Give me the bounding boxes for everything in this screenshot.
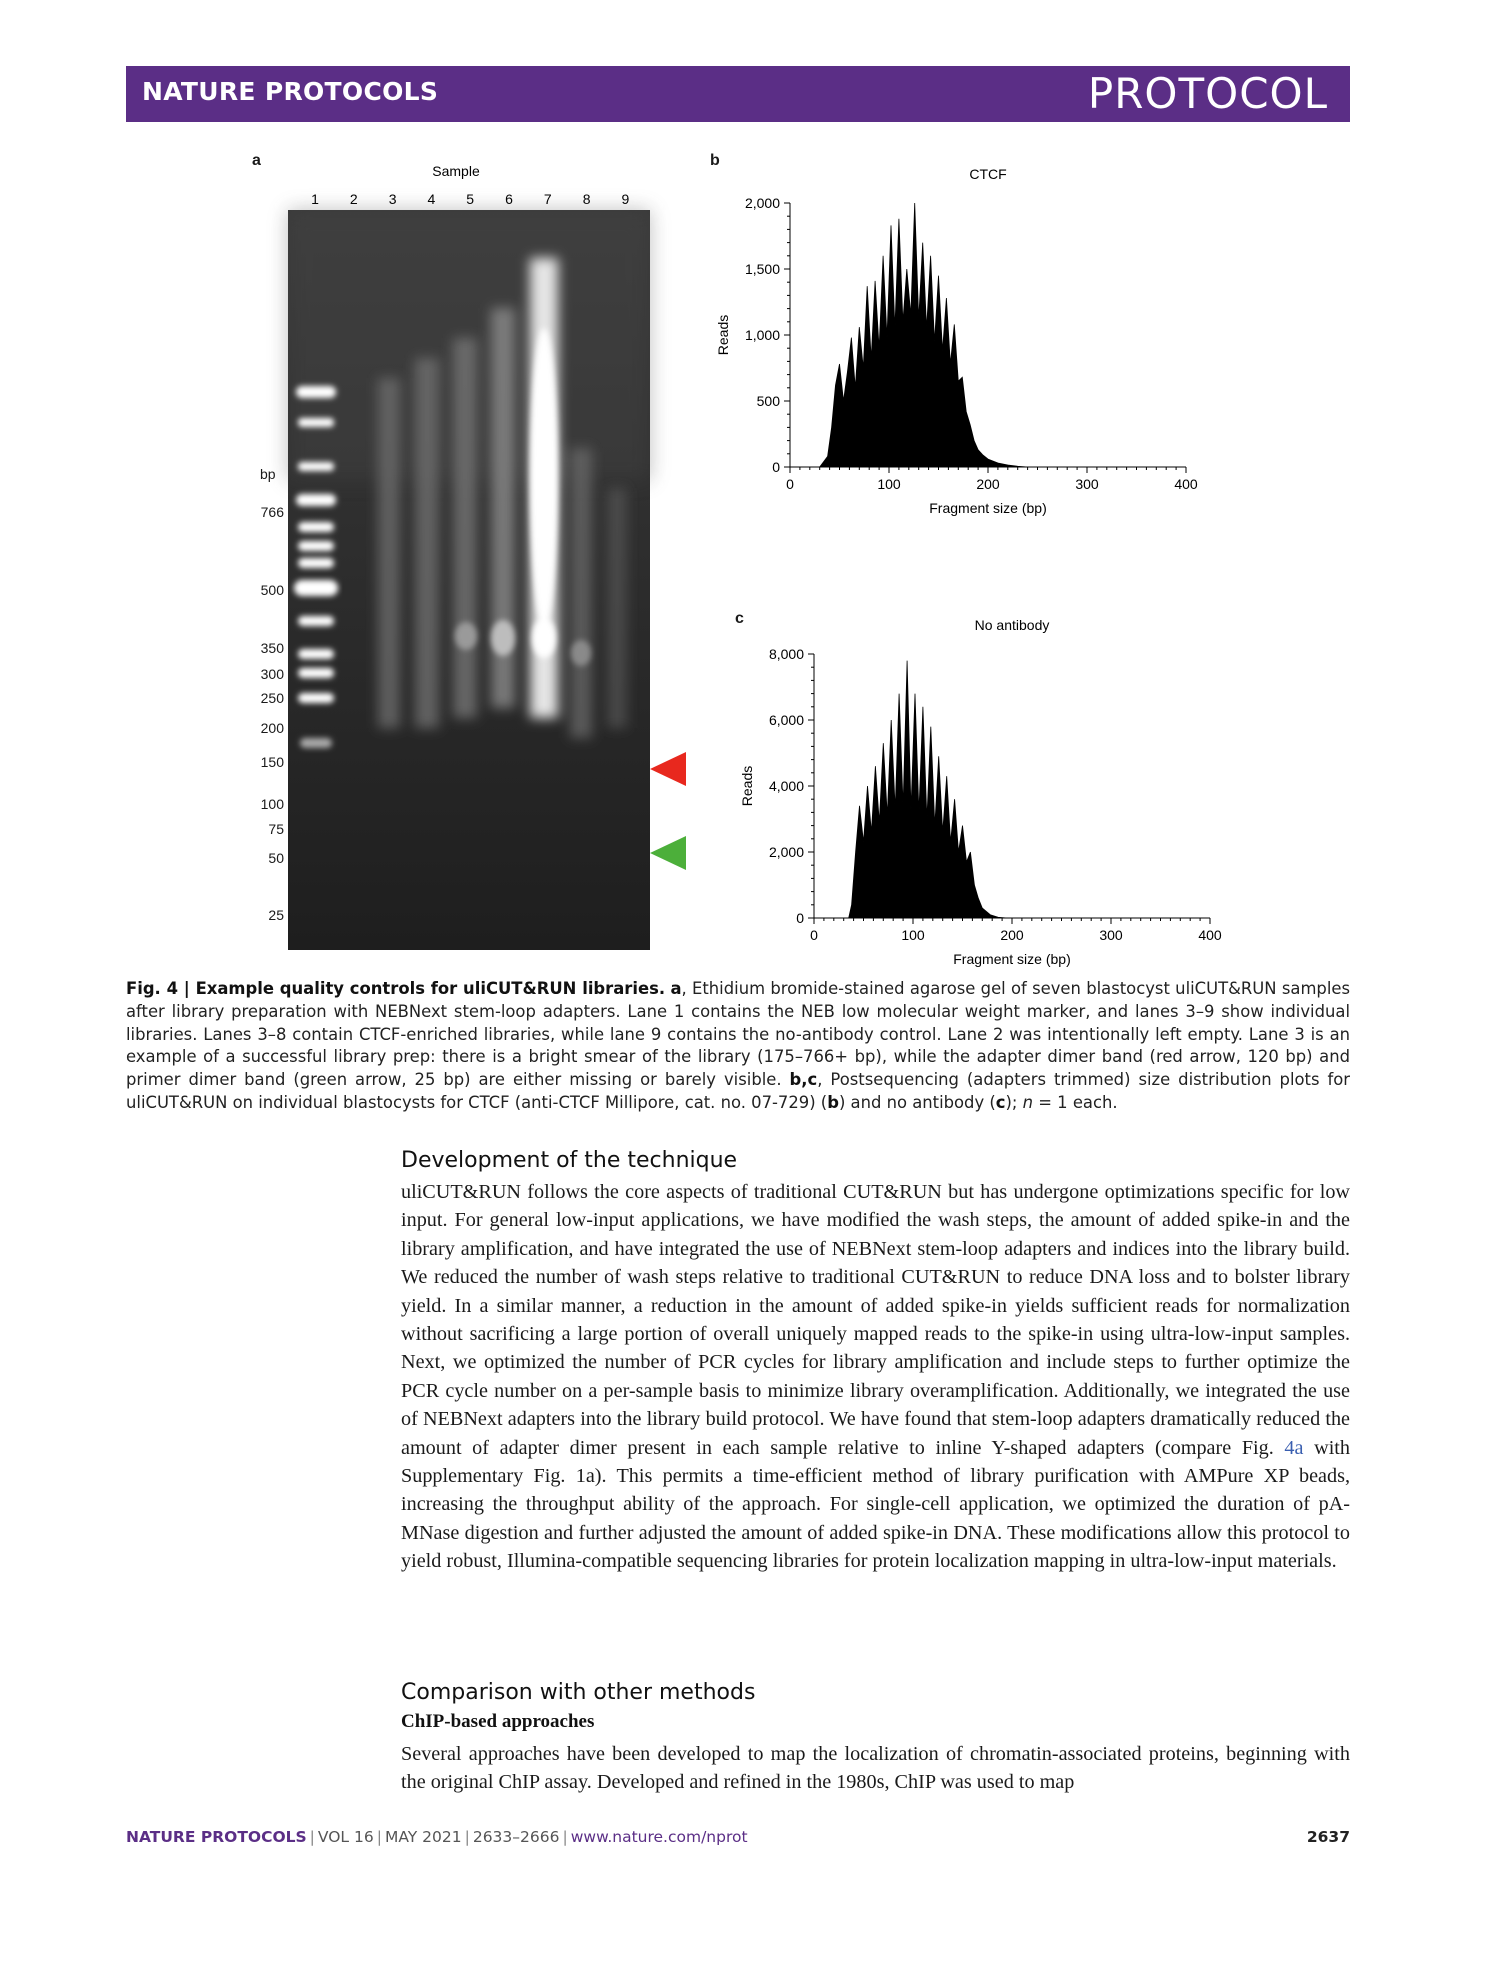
y-tick-label: 8,000 [768, 646, 804, 662]
y-tick-label: 2,000 [744, 195, 780, 211]
bp-marker: 50 [268, 850, 284, 866]
chart-ctcf [700, 155, 1220, 535]
page-number: 2637 [1306, 1828, 1350, 1846]
lane-label: 2 [349, 191, 358, 207]
footer-date: MAY 2021 [384, 1828, 462, 1846]
development-text-1: uliCUT&RUN follows the core aspects of traditional CUT&RUN but has undergone optimizations specific for low input. For general low-input applications, we have modified the wash steps, the amount of added spike-in and the library amplification, and have integrated the use of NEBNext stem-loop adapters and indices into the library build. We reduced the number of wash steps relative to traditional CUT&RUN to reduce DNA loss and to bolster library yield. In a similar manner, a reduction in the amount of added spike-in yields sufficient reads for normalization without sacrificing a large portion of overall uniquely mapped reads to the spike-in using ultra-low-input samples. Next, we optimized the number of PCR cycles for library amplification and include steps to further optimize the PCR cycle number on a per-sample basis to minimize library overamplification. Additionally, we integrated the use of NEBNext adapters into the library build protocol. We have found that stem-loop adapters dramatically reduced the amount of adapter dimer present in each sample relative to inline Y-shaped adapters (compare Fig. [401, 1181, 1350, 1459]
caption-label: Fig. 4 | Example quality controls for uliCUT&RUN libraries. [126, 979, 666, 998]
y-tick-label: 4,000 [768, 778, 804, 794]
page-footer: NATURE PROTOCOLS | VOL 16 | MAY 2021 | 2633–2666 | www.nature.com/nprot 2637 [126, 1828, 1350, 1846]
caption-text-mid: ) and no antibody ( [838, 1092, 996, 1112]
panel-a-letter: a [252, 152, 261, 169]
chart-title: CTCF [969, 166, 1007, 182]
caption-n: n [1022, 1092, 1034, 1112]
section-body-comparison: Several approaches have been developed to map the localization of chromatin-associated proteins, beginning with the original ChIP assay. Developed and refined in the 1980s, ChIP was used to map [401, 1743, 1350, 1794]
gel-sample-label: Sample [432, 163, 480, 179]
bp-marker: 75 [268, 821, 284, 837]
x-tick-label: 400 [1198, 927, 1222, 943]
lane-label: 8 [582, 191, 591, 207]
panel-c-letter: c [735, 610, 744, 627]
adapter-dimer-arrow [650, 752, 686, 786]
x-tick-label: 200 [1000, 927, 1024, 943]
primer-dimer-arrow [650, 836, 686, 870]
caption-text-end: ); [1005, 1092, 1023, 1112]
bp-unit-label: bp [260, 466, 276, 482]
lane-label: 7 [543, 191, 552, 207]
chart-no-antibody [720, 612, 1240, 972]
caption-ref-a: a [670, 979, 682, 998]
x-tick-label: 200 [976, 476, 1000, 492]
x-axis-label: Fragment size (bp) [953, 951, 1071, 967]
y-tick-label: 500 [756, 393, 780, 409]
caption-n-text: = 1 each. [1033, 1092, 1118, 1112]
x-tick-label: 100 [901, 927, 925, 943]
x-tick-label: 400 [1174, 476, 1198, 492]
lane-label: 5 [466, 191, 475, 207]
x-tick-label: 300 [1075, 476, 1099, 492]
y-axis-label: Reads [739, 765, 755, 807]
section-heading-comparison: Comparison with other methods [401, 1680, 756, 1705]
bp-marker: 500 [260, 582, 284, 598]
x-tick-label: 0 [786, 476, 794, 492]
y-tick-label: 0 [772, 459, 780, 475]
chart-title: No antibody [974, 617, 1050, 633]
bp-marker: 250 [260, 690, 284, 706]
journal-header-bar [126, 66, 1350, 122]
bp-marker: 300 [260, 666, 284, 682]
article-type: PROTOCOL [1087, 69, 1328, 118]
bp-marker: 100 [260, 796, 284, 812]
y-axis-label: Reads [715, 314, 731, 356]
bp-marker: 350 [260, 640, 284, 656]
development-text-2: with Supplementary Fig. 1a). This permits a time-efficient method of library purification with AMPure XP beads, increasing the throughput ability of the approach. For single-cell application, we optimized the duration of pA-MNase digestion and further adjusted the amount of added spike-in DNA. These modifications allow this protocol to yield robust, Illumina-compatible sequencing libraries for protein localization mapping in ultra-low-input materials. [401, 1436, 1351, 1573]
caption-text-a: , Ethidium bromide-stained agarose gel of seven blastocyst uliCUT&RUN samples after library preparation with NEBNext stem-loop adapters. Lane 1 contains the NEB low molecular weight marker, and lanes 3–9 show individual libraries. Lanes 3–8 contain CTCF-enriched libraries, while lane 9 contains the no-antibody control. Lane 2 was intentionally left empty. Lane 3 is an example of a successful library prep: there is a bright smear of the library (175–766+ bp), while the adapter dimer band (red arrow, 120 bp) and primer dimer band (green arrow, 25 bp) are either missing or barely visible. [126, 979, 1350, 1090]
lane-label: 4 [427, 191, 436, 207]
lane-label: 3 [388, 191, 397, 207]
footer-url[interactable]: www.nature.com/nprot [570, 1828, 748, 1846]
x-tick-label: 300 [1099, 927, 1123, 943]
y-tick-label: 0 [796, 910, 804, 926]
caption-ref-c: c [995, 1092, 1006, 1112]
y-tick-label: 6,000 [768, 712, 804, 728]
caption-text-bc: , Postsequencing (adapters trimmed) size distribution plots for uliCUT&RUN on individual blastocysts for CTCF (anti-CTCF Millipore, cat. no. 07-729) ( [126, 1070, 1351, 1112]
distribution-area [820, 203, 1028, 467]
bp-marker: 766 [260, 504, 284, 520]
x-tick-label: 100 [877, 476, 901, 492]
gel-panel [240, 158, 700, 958]
figure-link[interactable]: 4a [1284, 1436, 1304, 1459]
distribution-area [849, 661, 1007, 918]
y-tick-label: 1,500 [744, 261, 780, 277]
journal-name: NATURE PROTOCOLS [142, 77, 439, 106]
lane-label: 6 [505, 191, 513, 207]
section-body-development [401, 1178, 1350, 1576]
footer-journal: NATURE PROTOCOLS [126, 1828, 307, 1846]
figure-caption [126, 978, 1350, 1115]
caption-ref-bc: b,c [789, 1070, 818, 1090]
subsection-heading-chip: ChIP-based approaches [401, 1711, 595, 1732]
panel-b-letter: b [710, 152, 720, 169]
lane-label: 9 [621, 191, 630, 207]
footer-pages: 2633–2666 [472, 1828, 560, 1846]
section-heading-development: Development of the technique [401, 1148, 738, 1173]
footer-volume: VOL 16 [317, 1828, 374, 1846]
bp-marker: 25 [268, 907, 284, 923]
y-tick-label: 1,000 [744, 327, 780, 343]
caption-ref-b: b [827, 1092, 839, 1112]
y-tick-label: 2,000 [768, 844, 804, 860]
lane-label: 1 [311, 191, 319, 207]
gel-bp-labels [244, 466, 284, 926]
bp-marker: 150 [260, 754, 284, 770]
x-axis-label: Fragment size (bp) [929, 500, 1047, 516]
bp-marker: 200 [260, 720, 284, 736]
x-tick-label: 0 [810, 927, 818, 943]
gel-lane-labels [311, 191, 629, 207]
